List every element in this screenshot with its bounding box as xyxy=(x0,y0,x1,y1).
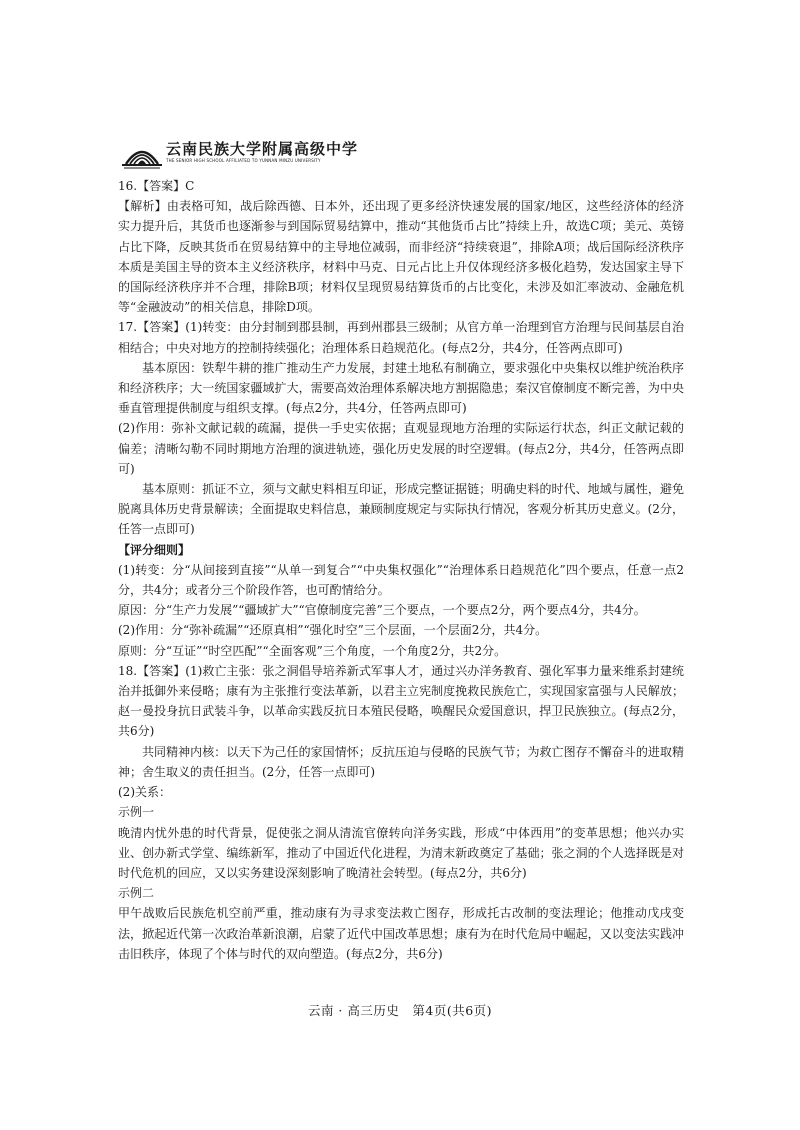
q16-analysis: 【解析】由表格可知，战后除西德、日本外，还出现了更多经济快速发展的国家/地区，这些经济体的经济实力提升后，其货币也逐渐参与到国际贸易结算中，推动“其他货币占比”持续上升，故选C项；美元、英镑占比下降，反映其货币在贸易结算中的主导地位减弱，而非经济“持续衰退”，排除A项；战后国际经济秩序本质是美国主导的资本主义经济秩序，材料中马克、日元占比上升仅体现经济多极化趋势，发达国家主导下的国际经济秩序并不合理，排除B项；材料仅呈现贸易结算货币的占比变化，未涉及如汇率波动、金融危机等“金融波动”的相关信息，排除D项。 xyxy=(118,199,684,315)
example-1-text: 晚清内忧外患的时代背景，促使张之洞从清流官僚转向洋务实践，形成“中体西用”的变革思想；他兴办实业、创办新式学堂、编练新军，推动了中国近代化进程，为清末新政奠定了基础；张之洞的个人选择既是对时代危机的回应，又以实务建设深刻影响了晚清社会转型。(每点2分，共6分) xyxy=(118,825,684,880)
example-2-heading: 示例二 xyxy=(118,886,155,901)
scoring-rules-heading: 【评分细则】 xyxy=(118,542,191,557)
school-logo-icon xyxy=(122,134,162,170)
q18-relation-heading: (2)关系： xyxy=(118,785,171,800)
q17-answer-2: (2)作用：弥补文献记载的疏漏，提供一手史实依据；直观显现地方治理的实际运行状态，纠正文献记载的偏差；清晰勾勒不同时期地方治理的演进轨迹，强化历史发展的时空逻辑。(每点2分，共4分，任答两点即可) xyxy=(118,421,684,476)
scoring-rule-2: 原因：分“生产力发展”“疆域扩大”“官僚制度完善”三个要点，一个要点2分，两个要点4分，共4分。 xyxy=(118,603,646,618)
answer-content xyxy=(118,176,684,964)
school-header xyxy=(122,134,422,174)
q18-answer-1: 18.【答案】(1)救亡主张：张之洞倡导培养新式军事人才，通过兴办洋务教育、强化军事力量来维系封建统治并抵御外来侵略；康有为主张推行变法革新，以君主立宪制度挽救民族危亡，实现国家富强与人民解放；赵一曼投身抗日武装斗争，以革命实践反抗日本殖民侵略，唤醒民众爱国意识，捍卫民族独立。(每点2分，共6分) xyxy=(118,663,684,739)
q16-answer: 16.【答案】C xyxy=(118,179,195,193)
example-1-heading: 示例一 xyxy=(118,805,155,820)
school-name: 云南民族大学附属高级中学 xyxy=(166,140,359,158)
scoring-rule-4: 原则：分“互证”“时空匹配”“全面客观”三个角度，一个角度2分，共2分。 xyxy=(118,643,507,658)
page-footer: 云南 · 高三历史 第4页(共6页) xyxy=(307,1003,493,1018)
q17-basic-principle: 基本原则：抓证不立，须与文献史料相互印证，形成完整证据链；明确史料的时代、地域与属性，避免脱离具体历史背景解读；全面提取史料信息，兼顾制度规定与实际执行情况，客观分析其历史意义。(2分，任答一点即可) xyxy=(118,482,684,537)
q17-basic-reason: 基本原因：铁犁牛耕的推广推动生产力发展，封建土地私有制确立，要求强化中央集权以维护统治秩序和经济秩序；大一统国家疆域扩大，需要高效治理体系解决地方割据隐患；秦汉官僚制度不断完善，为中央垂直管理提供制度与组织支撑。(每点2分，共4分，任答两点即可) xyxy=(118,360,684,416)
scoring-rule-1: (1)转变：分“从间接到直接”“从单一到复合”“中央集权强化”“治理体系日趋规范化”四个要点，任意一点2分，共4分；或者分三个阶段作答，也可酌情给分。 xyxy=(118,562,684,598)
q18-common-spirit: 共同精神内核：以天下为己任的家国情怀；反抗压迫与侵略的民族气节；为救亡图存不懈奋斗的进取精神；舍生取义的责任担当。(2分，任答一点即可) xyxy=(118,744,684,779)
example-2-text: 甲午战败后民族危机空前严重，推动康有为寻求变法救亡图存，形成托古改制的变法理论；他推动戊戌变法，掀起近代第一次政治革新浪潮，启蒙了近代中国改革思想；康有为在时代危局中崛起，又以变法实践冲击旧秩序，体现了个体与时代的双向塑造。(每点2分，共6分) xyxy=(118,906,684,961)
scoring-rule-3: (2)作用：分“弥补疏漏”“还原真相”“强化时空”三个层面，一个层面2分，共4分。 xyxy=(118,623,548,638)
q17-answer-1: 17.【答案】(1)转变：由分封制到郡县制，再到州郡县三级制；从官方单一治理到官方治理与民间基层自治相结合；中央对地方的控制持续强化；治理体系日趋规范化。(每点2分，共4分，任答两点即可) xyxy=(118,320,684,355)
school-name-en: THE SENIOR HIGH SCHOOL AFFILIATED TO YUNNAN MINZU UNIVERSITY xyxy=(166,158,321,163)
